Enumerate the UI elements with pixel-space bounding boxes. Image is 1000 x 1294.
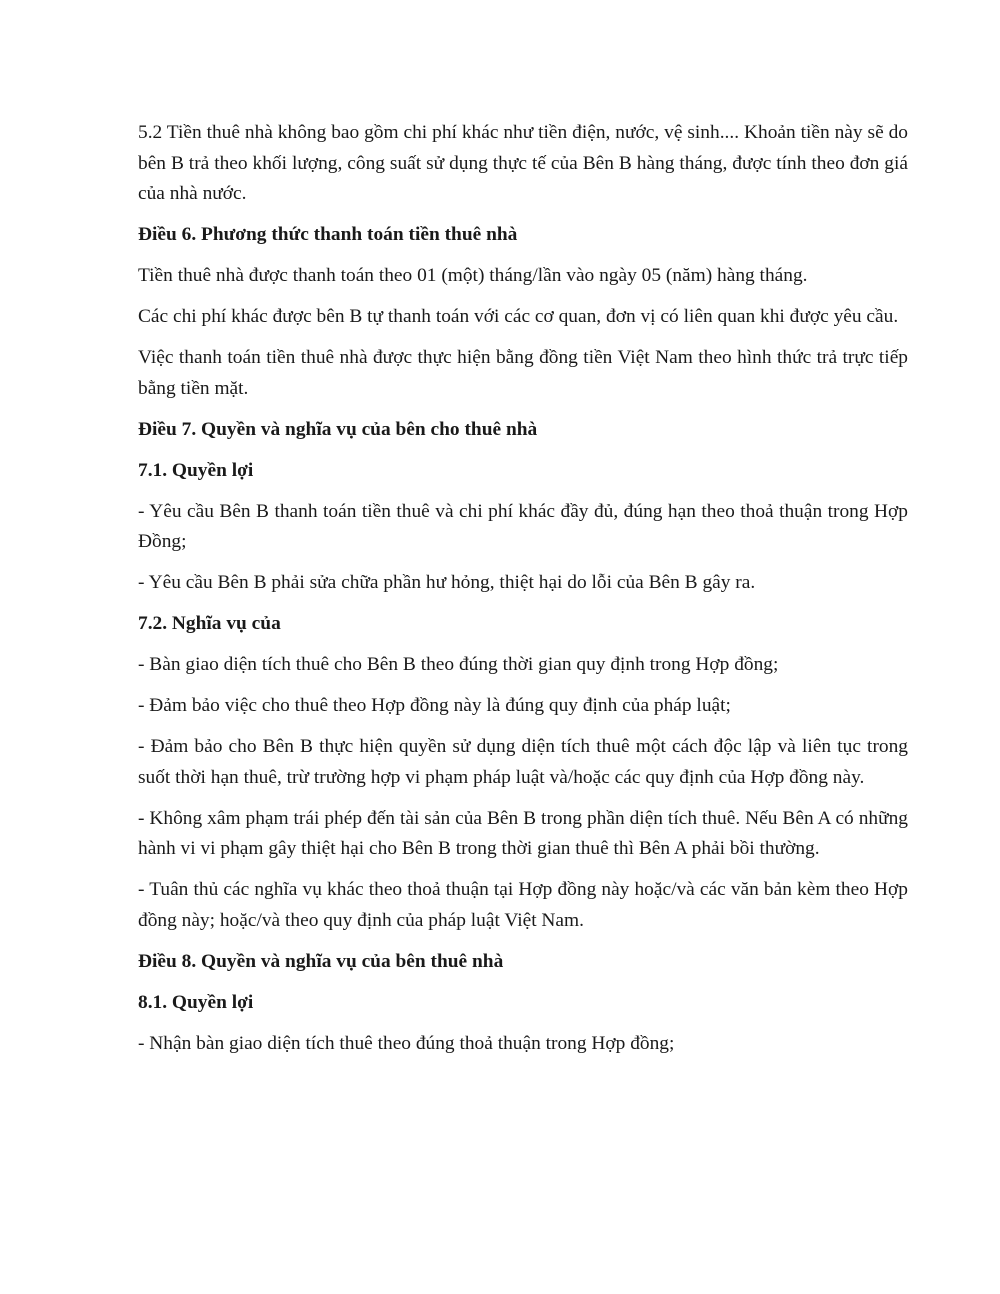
paragraph-5-2-other-costs: 5.2 Tiền thuê nhà không bao gồm chi phí khác như tiền điện, nước, vệ sinh.... Khoản tiền này sẽ do bên B trả theo khối lượng, công suất sử dụng thực tế của Bên B hàng tháng, được tính theo đơn giá của nhà nước. [138,122,908,204]
list-item-7-2-d: - Không xâm phạm trái phép đến tài sản của Bên B trong phần diện tích thuê. Nếu Bên A có những hành vi vi phạm gây thiệt hại cho Bên B trong thời gian thuê thì Bên A phải bồi thường. [138,807,908,859]
paragraph-payment-schedule: Tiền thuê nhà được thanh toán theo 01 (một) tháng/lần vào ngày 05 (năm) hàng tháng. [138,265,808,286]
heading-article-8: Điều 8. Quyền và nghĩa vụ của bên thuê nhà [138,950,504,972]
heading-7-1-rights: 7.1. Quyền lợi [138,459,254,481]
paragraph-payment-currency: Việc thanh toán tiền thuê nhà được thực hiện bằng đồng tiền Việt Nam theo hình thức trả trực tiếp bằng tiền mặt. [138,347,908,399]
heading-article-6: Điều 6. Phương thức thanh toán tiền thuê nhà [138,224,518,245]
list-item-7-2-e: - Tuân thủ các nghĩa vụ khác theo thoả thuận tại Hợp đồng này hoặc/và các văn bản kèm theo Hợp đồng này; hoặc/và theo quy định của pháp luật Việt Nam. [138,879,908,931]
list-item-7-1-a: - Yêu cầu Bên B thanh toán tiền thuê và chi phí khác đầy đủ, đúng hạn theo thoả thuận trong Hợp Đồng; [138,500,908,552]
document-page [138,118,908,1070]
heading-7-2-obligations: 7.2. Nghĩa vụ của [138,613,281,634]
list-item-7-2-c: - Đảm bảo cho Bên B thực hiện quyền sử dụng diện tích thuê một cách độc lập và liên tục trong suốt thời hạn thuê, trừ trường hợp vi phạm pháp luật và/hoặc các quy định của Hợp đồng này. [138,736,908,788]
list-item-7-2-a: - Bàn giao diện tích thuê cho Bên B theo đúng thời gian quy định trong Hợp đồng; [138,654,779,675]
paragraph-other-costs-payment: Các chi phí khác được bên B tự thanh toán với các cơ quan, đơn vị có liên quan khi được yêu cầu. [138,306,899,327]
heading-article-7: Điều 7. Quyền và nghĩa vụ của bên cho thuê nhà [138,418,538,440]
list-item-7-2-b: - Đảm bảo việc cho thuê theo Hợp đồng này là đúng quy định của pháp luật; [138,695,731,716]
list-item-7-1-b: - Yêu cầu Bên B phải sửa chữa phần hư hỏng, thiệt hại do lỗi của Bên B gây ra. [138,572,756,593]
heading-8-1-rights: 8.1. Quyền lợi [138,991,254,1013]
list-item-8-1-a: - Nhận bàn giao diện tích thuê theo đúng thoả thuận trong Hợp đồng; [138,1032,675,1054]
